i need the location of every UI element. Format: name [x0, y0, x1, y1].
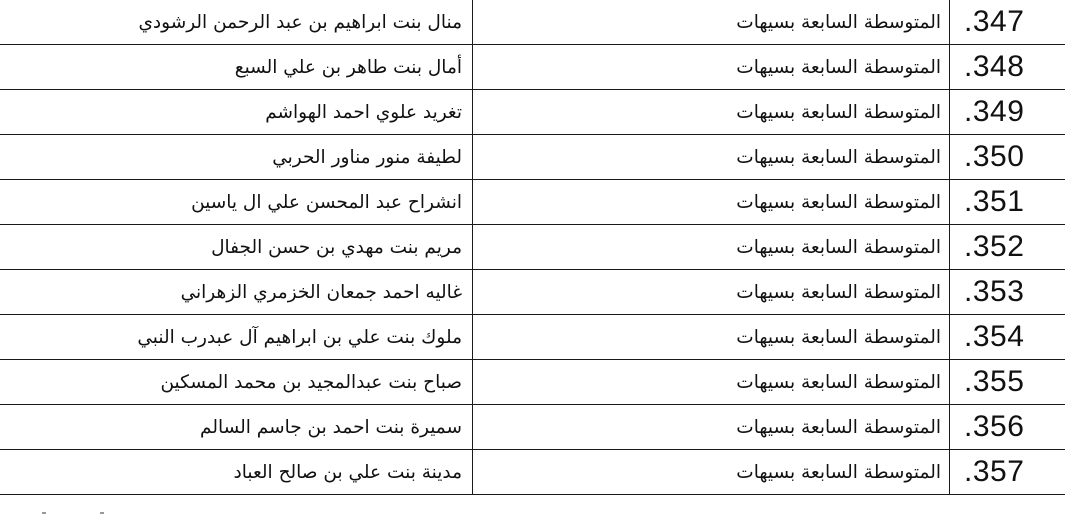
- person-name-cell: منال بنت ابراهيم بن عبد الرحمن الرشودي: [0, 0, 473, 45]
- school-name-cell: المتوسطة السابعة بسيهات: [473, 315, 950, 360]
- row-number-cell: .349: [950, 90, 1065, 135]
- table-row: [0, 0, 1065, 45]
- person-name-cell: مدينة بنت علي بن صالح العباد: [0, 450, 473, 495]
- school-name-cell: المتوسطة السابعة بسيهات: [473, 0, 950, 45]
- school-name-cell: المتوسطة السابعة بسيهات: [473, 135, 950, 180]
- table-row: [0, 225, 1065, 270]
- school-name-cell: المتوسطة السابعة بسيهات: [473, 405, 950, 450]
- cropped-text-fragment: [40, 508, 160, 514]
- school-name-cell: المتوسطة السابعة بسيهات: [473, 45, 950, 90]
- school-name-cell: المتوسطة السابعة بسيهات: [473, 90, 950, 135]
- school-name-cell: المتوسطة السابعة بسيهات: [473, 270, 950, 315]
- row-number-cell: .348: [950, 45, 1065, 90]
- table-row: [0, 90, 1065, 135]
- person-name-cell: غاليه احمد جمعان الخزمري الزهراني: [0, 270, 473, 315]
- person-name-cell: لطيفة منور مناور الحربي: [0, 135, 473, 180]
- person-name-cell: أمال بنت طاهر بن علي السبع: [0, 45, 473, 90]
- table-row: [0, 45, 1065, 90]
- person-name-cell: مريم بنت مهدي بن حسن الجفال: [0, 225, 473, 270]
- person-name-cell: سميرة بنت احمد بن جاسم السالم: [0, 405, 473, 450]
- school-name-cell: المتوسطة السابعة بسيهات: [473, 450, 950, 495]
- table-row: [0, 135, 1065, 180]
- table-row: [0, 405, 1065, 450]
- row-number-cell: .351: [950, 180, 1065, 225]
- school-name-cell: المتوسطة السابعة بسيهات: [473, 360, 950, 405]
- person-name-cell: صباح بنت عبدالمجيد بن محمد المسكين: [0, 360, 473, 405]
- row-number-cell: .350: [950, 135, 1065, 180]
- school-name-cell: المتوسطة السابعة بسيهات: [473, 225, 950, 270]
- table-row: [0, 180, 1065, 225]
- row-number-cell: .357: [950, 450, 1065, 495]
- table-row: [0, 270, 1065, 315]
- row-number-cell: .356: [950, 405, 1065, 450]
- person-name-cell: ملوك بنت علي بن ابراهيم آل عبدرب النبي: [0, 315, 473, 360]
- row-number-cell: .352: [950, 225, 1065, 270]
- table-row: [0, 360, 1065, 405]
- table-row: [0, 315, 1065, 360]
- person-name-cell: تغريد علوي احمد الهواشم: [0, 90, 473, 135]
- row-number-cell: .354: [950, 315, 1065, 360]
- school-name-cell: المتوسطة السابعة بسيهات: [473, 180, 950, 225]
- table-row: [0, 450, 1065, 495]
- person-name-cell: انشراح عبد المحسن علي ال ياسين: [0, 180, 473, 225]
- row-number-cell: .353: [950, 270, 1065, 315]
- row-number-cell: .347: [950, 0, 1065, 45]
- row-number-cell: .355: [950, 360, 1065, 405]
